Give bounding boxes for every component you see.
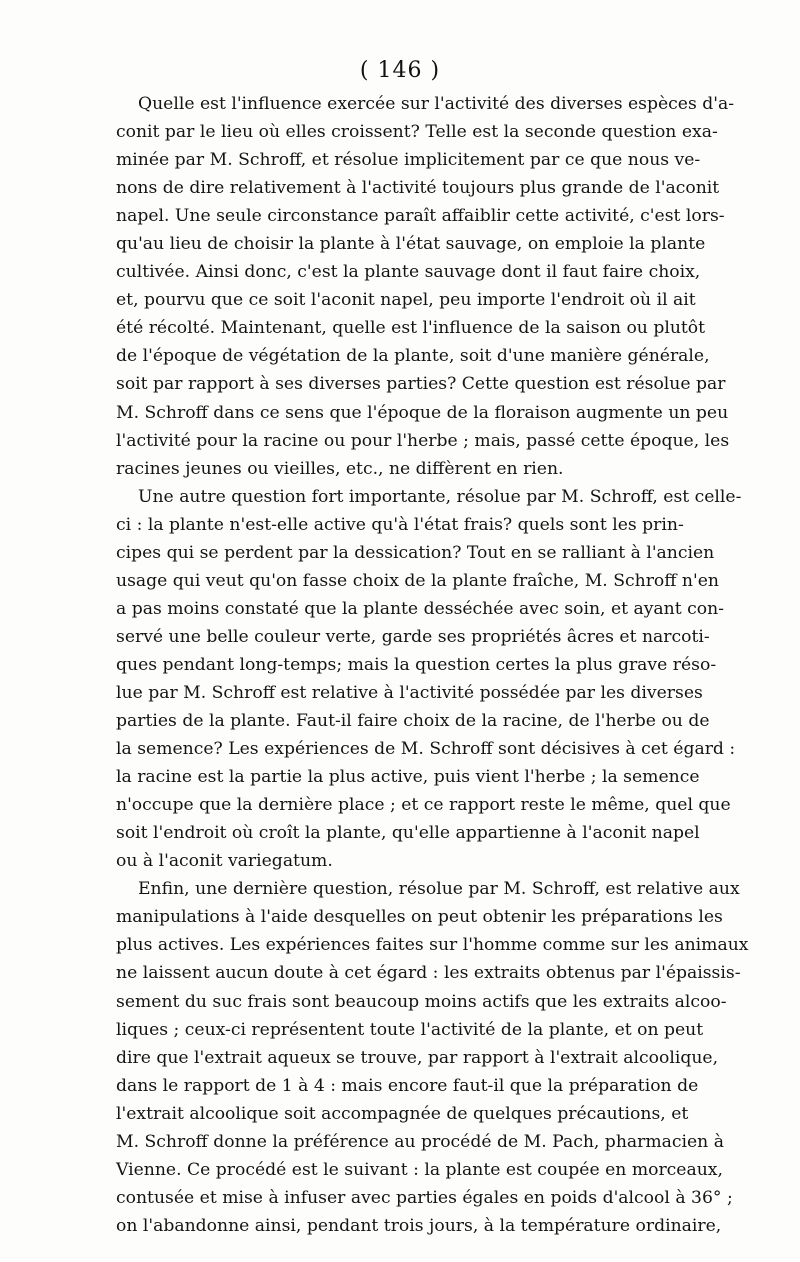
text-line: ci : la plante n'est-elle active qu'à l'état frais? quels sont les prin- — [116, 514, 684, 535]
text-line: liques ; ceux-ci représentent toute l'activité de la plante, et on peut — [116, 1019, 704, 1040]
text-line: de l'époque de végétation de la plante, soit d'une manière générale, — [116, 346, 710, 367]
text-line: Vienne. Ce procédé est le suivant : la plante est coupée en morceaux, — [116, 1159, 723, 1180]
text-line: ques pendant long-temps; mais la question certes la plus grave réso- — [116, 654, 717, 675]
text-line: a pas moins constaté que la plante desséchée avec soin, et ayant con- — [116, 598, 724, 619]
text-line: été récolté. Maintenant, quelle est l'influence de la saison ou plutôt — [116, 318, 706, 339]
text-line: la racine est la partie la plus active, puis vient l'herbe ; la semence — [116, 767, 700, 788]
paragraph-fresh-or-dried-plant — [116, 483, 742, 876]
text-line: M. Schroff dans ce sens que l'époque de la floraison augmente un peu — [116, 402, 729, 423]
text-line: Une autre question fort importante, résolue par M. Schroff, est celle- — [138, 486, 742, 507]
paragraph-preparation-manipulations — [116, 875, 749, 1240]
page-number: ( 146 ) — [359, 58, 441, 83]
text-line: soit l'endroit où croît la plante, qu'elle appartienne à l'aconit napel — [116, 823, 700, 844]
body-text — [116, 90, 749, 1240]
text-line: la semence? Les expériences de M. Schroff sont décisives à cet égard : — [116, 739, 736, 760]
text-line: l'extrait alcoolique soit accompagnée de quelques précautions, et — [116, 1103, 689, 1124]
text-line: conit par le lieu où elles croissent? Telle est la seconde question exa- — [116, 122, 718, 143]
paragraph-influence-of-location — [116, 90, 735, 483]
text-line: cipes qui se perdent par la dessication? Tout en se ralliant à l'ancien — [116, 542, 715, 563]
text-line: dans le rapport de 1 à 4 : mais encore faut-il que la préparation de — [116, 1075, 699, 1096]
text-line: Enfin, une dernière question, résolue par M. Schroff, est relative aux — [138, 879, 740, 900]
text-line: ne laissent aucun doute à cet égard : les extraits obtenus par l'épaissis- — [116, 963, 741, 984]
text-line: nons de dire relativement à l'activité toujours plus grande de l'aconit — [116, 178, 720, 199]
text-line: servé une belle couleur verte, garde ses propriétés âcres et narcoti- — [116, 626, 710, 647]
text-line: lue par M. Schroff est relative à l'activité possédée par les diverses — [116, 682, 703, 703]
text-line: sement du suc frais sont beaucoup moins actifs que les extraits alcoo- — [116, 991, 727, 1012]
text-line: Quelle est l'influence exercée sur l'activité des diverses espèces d'a- — [138, 94, 735, 114]
text-line: racines jeunes ou vieilles, etc., ne diffèrent en rien. — [116, 458, 564, 479]
text-line: cultivée. Ainsi donc, c'est la plante sauvage dont il faut faire choix, — [116, 262, 701, 283]
text-line: M. Schroff donne la préférence au procédé de M. Pach, pharmacien à — [116, 1131, 724, 1152]
text-line: soit par rapport à ses diverses parties? Cette question est résolue par — [116, 374, 726, 395]
text-line: et, pourvu que ce soit l'aconit napel, peu importe l'endroit où il ait — [116, 290, 696, 311]
text-line: l'activité pour la racine ou pour l'herbe ; mais, passé cette époque, les — [116, 430, 730, 451]
text-line: minée par M. Schroff, et résolue implicitement par ce que nous ve- — [116, 150, 701, 171]
text-line: parties de la plante. Faut-il faire choix de la racine, de l'herbe ou de — [116, 711, 710, 732]
text-line: qu'au lieu de choisir la plante à l'état sauvage, on emploie la plante — [116, 234, 706, 255]
text-line: manipulations à l'aide desquelles on peut obtenir les préparations les — [116, 907, 723, 928]
text-line: plus actives. Les expériences faites sur l'homme comme sur les animaux — [116, 935, 749, 956]
text-line: ou à l'aconit variegatum. — [116, 851, 333, 872]
text-line: n'occupe que la dernière place ; et ce rapport reste le même, quel que — [116, 795, 731, 816]
text-line: contusée et mise à infuser avec parties égales en poids d'alcool à 36° ; — [116, 1187, 733, 1208]
text-line: dire que l'extrait aqueux se trouve, par rapport à l'extrait alcoolique, — [116, 1047, 719, 1068]
text-line: napel. Une seule circonstance paraît affaiblir cette activité, c'est lors- — [116, 206, 725, 227]
text-line: usage qui veut qu'on fasse choix de la plante fraîche, M. Schroff n'en — [116, 570, 719, 591]
text-line: on l'abandonne ainsi, pendant trois jours, à la température ordinaire, — [116, 1215, 722, 1236]
